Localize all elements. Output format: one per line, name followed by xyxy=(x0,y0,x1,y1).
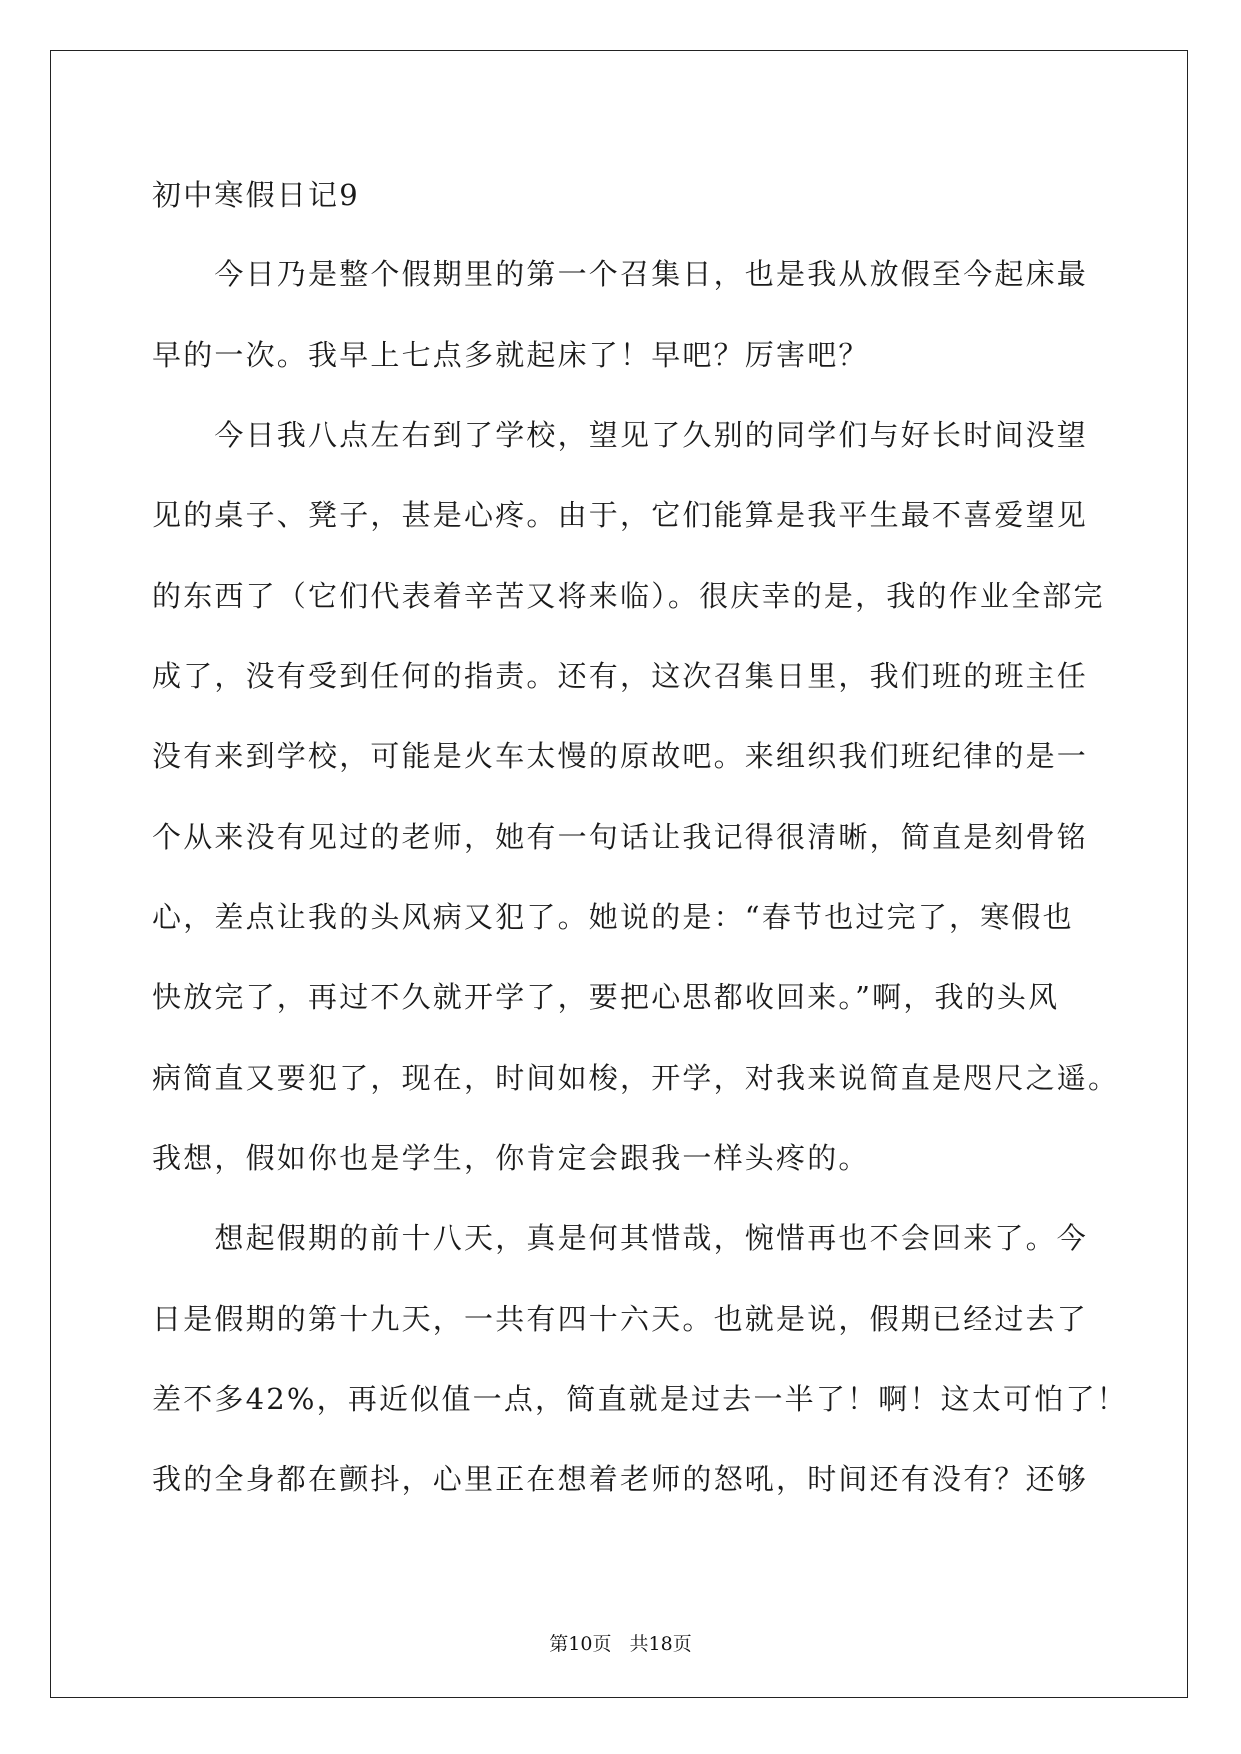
document-title: 初中寒假日记9 xyxy=(152,178,360,212)
paragraph-line: 见的桌子、凳子，甚是心疼。由于，它们能算是我平生最不喜爱望见 xyxy=(152,498,1089,532)
paragraph-line: 个从来没有见过的老师，她有一句话让我记得很清晰，简直是刻骨铭 xyxy=(152,820,1089,854)
paragraph-line: 今日我八点左右到了学校，望见了久别的同学们与好长时间没望 xyxy=(152,418,1089,452)
paragraph-line: 差不多42%，再近似值一点，简直就是过去一半了！啊！这太可怕了！ xyxy=(152,1382,1128,1416)
paragraph-line: 早的一次。我早上七点多就起床了！早吧？厉害吧？ xyxy=(152,338,870,372)
paragraph-line: 日是假期的第十九天，一共有四十六天。也就是说，假期已经过去了 xyxy=(152,1302,1089,1336)
paragraph-line: 成了，没有受到任何的指责。还有，这次召集日里，我们班的班主任 xyxy=(152,659,1089,693)
paragraph-line: 今日乃是整个假期里的第一个召集日，也是我从放假至今起床最 xyxy=(152,257,1089,291)
paragraph-line: 快放完了，再过不久就开学了，要把心思都收回来。”啊，我的头风 xyxy=(152,980,1060,1014)
page-number-current: 第10页 xyxy=(549,1633,612,1655)
paragraph-line: 我想，假如你也是学生，你肯定会跟我一样头疼的。 xyxy=(152,1141,870,1175)
paragraph-line: 我的全身都在颤抖，心里正在想着老师的怒吼，时间还有没有？还够 xyxy=(152,1462,1089,1496)
page-border xyxy=(50,50,1188,1698)
paragraph-line: 病简直又要犯了，现在，时间如梭，开学，对我来说简直是咫尺之遥。 xyxy=(152,1061,1120,1095)
paragraph-line: 想起假期的前十八天，真是何其惜哉，惋惜再也不会回来了。今 xyxy=(152,1221,1089,1255)
page-footer xyxy=(0,1632,1241,1656)
paragraph-line: 的东西了（它们代表着辛苦又将来临）。很庆幸的是，我的作业全部完 xyxy=(152,579,1105,613)
paragraph-line: 心，差点让我的头风病又犯了。她说的是：“春节也过完了，寒假也 xyxy=(152,900,1074,934)
paragraph-line: 没有来到学校，可能是火车太慢的原故吧。来组织我们班纪律的是一 xyxy=(152,739,1089,773)
page-number-total: 共18页 xyxy=(629,1633,692,1655)
